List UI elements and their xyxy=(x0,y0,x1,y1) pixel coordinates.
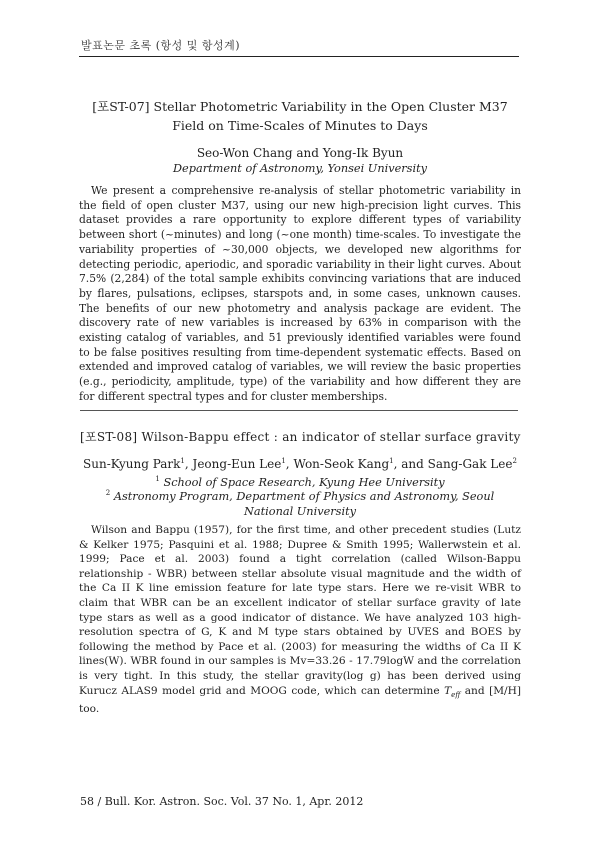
affiliation-mark: 1 xyxy=(155,475,160,483)
body-text-end: and [M/H] too. xyxy=(79,684,521,716)
author-separator: , xyxy=(184,457,193,471)
teff-symbol xyxy=(444,685,460,697)
affiliation-mark: 2 xyxy=(105,489,111,497)
author-affiliation-mark: 1 xyxy=(389,457,394,465)
body-text: Wilson and Bappu (1957), for the first time, and other precedent studies (Lutz & Kelker 1975; Pasquini et al. 1988; Dupree & Smith 1995; Wallerwstein et al. 1999; Pace et al. 2003) found a tight correlation (called Wilson-Bappu relationship - WBR) between stellar absolute visual magnitude and the width of the Ca II K line emission feature for late type stars. Here we re-visit WBR to claim that WBR can be an excellent indicator of stellar surface gravity of late type stars as well as a good indicator of distance. We have analyzed 103 high-resolution spectra of G, K and M type stars obtained by UVES and BOES by following the method by Pace et al. (2003) for measuring the widths of Ca II K lines(W). WBR found in our samples is Mv=33.26 - 17.79logW and the correlation is very tight. In this study, the stellar gravity(log g) has been derived using Kurucz ALAS9 model grid and MOOG code, which can determine xyxy=(79,524,521,697)
author-affiliation-mark: 1 xyxy=(281,457,286,465)
abstract-2-affiliation-2 xyxy=(90,486,510,519)
running-header: 발표논문 초록 (항성 및 항성계) xyxy=(81,39,241,52)
affiliation-text: Astronomy Program, Department of Physics and Astronomy, Seoul National University xyxy=(113,490,495,518)
page-footer: 58 / Bull. Kor. Astron. Soc. Vol. 37 No. 1, Apr. 2012 xyxy=(80,795,364,808)
author-separator: , and xyxy=(393,457,428,471)
teff-letter: T xyxy=(444,684,452,697)
author-name: Sun-Kyung Park xyxy=(83,457,181,471)
abstract-2-authors xyxy=(80,457,520,471)
abstract-2-title: [포ST-08] Wilson-Bappu effect : an indicator of stellar surface gravity xyxy=(80,430,521,444)
teff-subscript: eff xyxy=(451,690,461,699)
author-affiliation-mark: 2 xyxy=(512,457,517,465)
header-rule xyxy=(79,56,519,57)
abstract-2-body xyxy=(79,523,521,717)
abstract-1-body: We present a comprehensive re-analysis of stellar photometric variability in the field of open cluster M37, using our new high-precision light curves. This dataset provides a rare opportunity to explore different types of variability between short (~minutes) and long (~one month) time-scales. To investigate the variability properties of ~30,000 objects, we developed new algorithms for detecting periodic, aperiodic, and sporadic variability in their light curves. About 7.5% (2,284) of the total sample exhibits convincing variations that are induced by flares, pulsations, eclipses, starspots and, in some cases, unknown causes. The benefits of our new photometry and analysis package are evident. The discovery rate of new variables is increased by 63% in comparison with the existing catalog of variables, and 51 previously identified variables were found to be false positives resulting from time-dependent systematic effects. Based on extended and improved catalog of variables, we will review the basic properties (e.g., periodicity, amplitude, type) of the variability and how different they are for different spectral types and for cluster memberships. xyxy=(79,184,521,403)
abstract-1-affiliation: Department of Astronomy, Yonsei University xyxy=(172,162,428,175)
author-affiliation-mark: 1 xyxy=(180,457,185,465)
abstract-1-title xyxy=(80,97,520,135)
abstract-1-title-line-1: [포ST-07] Stellar Photometric Variability in the Open Cluster M37 xyxy=(92,99,508,114)
affiliation-text: School of Space Research, Kyung Hee University xyxy=(163,476,445,489)
author-separator: , xyxy=(285,457,294,471)
section-divider xyxy=(80,410,518,411)
abstract-1-authors: Seo-Won Chang and Yong-Ik Byun xyxy=(196,146,404,160)
abstract-1-title-line-2: Field on Time-Scales of Minutes to Days xyxy=(172,118,428,133)
author-name: Sang-Gak Lee xyxy=(427,457,513,471)
author-name: Jeong-Eun Lee xyxy=(192,457,282,471)
author-name: Won-Seok Kang xyxy=(293,457,390,471)
